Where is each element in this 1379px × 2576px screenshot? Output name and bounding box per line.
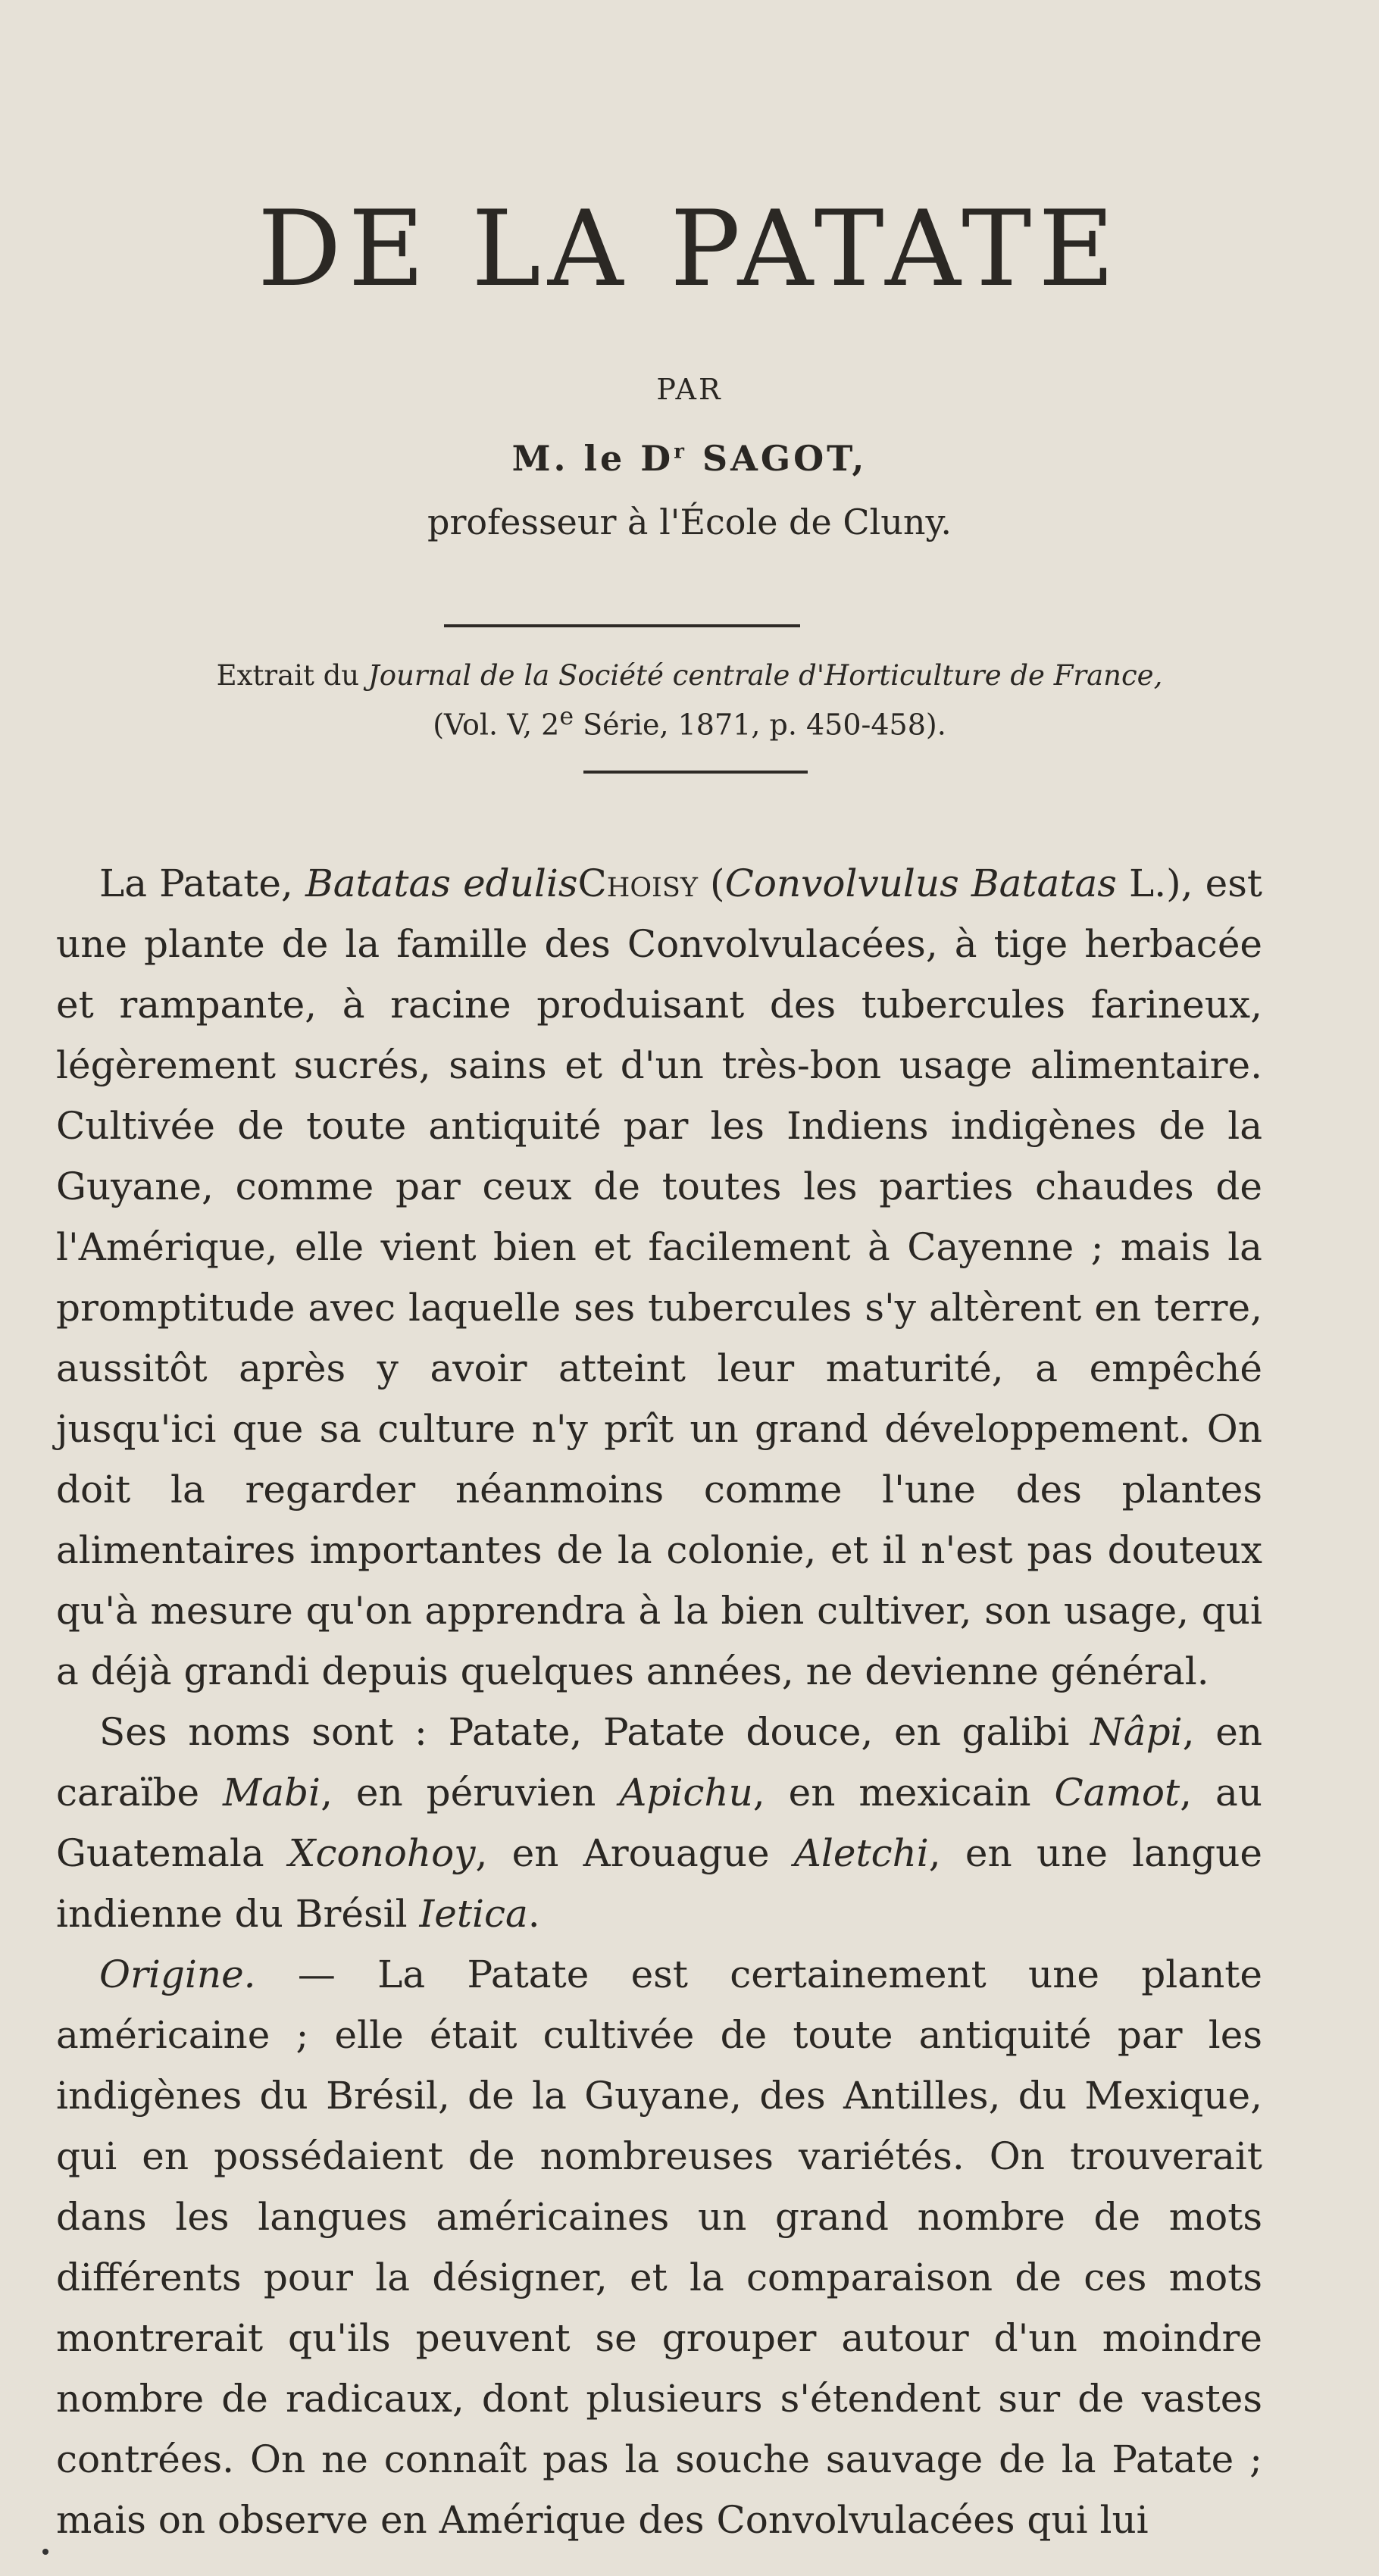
p2-text-a: Ses noms sont : Patate, Patate douce, en galibi [99, 1710, 1091, 1754]
extract-rest: Série, 1871, p. 450-458). [574, 708, 946, 742]
p2-name-apichu: Apichu [619, 1771, 753, 1815]
body-text [56, 853, 1262, 2550]
p2-name-camot: Camot [1054, 1771, 1180, 1815]
p2-name-ietica: Ietica [419, 1892, 528, 1936]
p2-text-m: , en une langue indienne du Brésil [56, 1831, 1262, 1936]
extract-line-2 [0, 703, 1379, 742]
p3-text: — La Patate est certainement une plante américaine ; elle était cultivée de toute antiquité par les indigènes du Brésil, de la Guyane, des Antilles, du Mexique, qui en possédaient de nombreuses variétés. On trouverait dans les langues américaines un grand nombre de mots différents pour la désigner, et la comparaison de ces mots montrerait qu'ils peuvent se grouper autour d'un moindre nombre de radicaux, dont plusieurs s'étendent sur de vastes contrées. On ne connaît pas la souche sauvage de la Patate ; mais on observe en Amérique des Convolvulacées qui lui [56, 1952, 1262, 2542]
p1-author: Choisy [577, 861, 698, 905]
paragraph-origine [56, 1944, 1262, 2550]
p2-name-napi: Nâpi [1090, 1710, 1183, 1754]
p2-text-c: , en caraïbe [56, 1710, 1262, 1815]
paragraph-intro [56, 853, 1262, 1702]
author-affiliation: professeur à l'École de Cluny. [427, 502, 952, 542]
author-sup: r [674, 440, 687, 464]
extract-lead: Extrait du [216, 659, 368, 692]
p1-text-f: L.), est une plante de la famille des Convolvulacées, à tige herbacée et rampante, à racine produisant des tubercules farineux, légèrement sucrés, sains et d'un très-bon usage alimentaire. Cultivée de toute antiquité par les Indiens indigènes de la Guyane, comme par ceux de toutes les parties chaudes de l'Amérique, elle vient bien et facilement à Cayenne ; mais la promptitude avec laquelle ses tubercules s'y altèrent en terre, aussitôt après y avoir atteint leur maturité, a empêché jusqu'ici que sa culture n'y prît un grand développement. On doit la regarder néanmoins comme l'une des plantes alimentaires importantes de la colonie, et il n'est pas douteux qu'à mesure qu'on apprendra à la bien cultiver, son usage, qui a déjà grandi depuis quelques années, ne devienne général. [56, 861, 1263, 1693]
divider-top [444, 624, 800, 627]
author-prefix: M. le D [511, 438, 674, 479]
p1-species: Batatas edulis [305, 861, 578, 905]
extract-journal: Journal de la Société centrale d'Horticulture de France, [367, 659, 1163, 692]
extract-line-1 [0, 659, 1379, 692]
extract-sup: e [559, 703, 574, 730]
p1-synonym: Convolvulus Batatas [724, 861, 1117, 905]
paragraph-names [56, 1702, 1262, 1944]
p2-text-i: , au Guatemala [56, 1771, 1262, 1875]
p1-text-a: La Patate, [99, 861, 305, 905]
p3-heading: Origine. [99, 1952, 256, 1996]
p2-name-aletchi: Aletchi [793, 1831, 929, 1875]
p2-text-k: , en Arouague [475, 1831, 794, 1875]
byline-par: PAR [656, 373, 723, 406]
p2-text-e: , en péruvien [321, 1771, 620, 1815]
extract-volume: (Vol. V, 2 [433, 708, 560, 742]
ink-speck [42, 2549, 48, 2555]
p2-name-mabi: Mabi [223, 1771, 321, 1815]
p1-text-d: ( [697, 861, 725, 905]
p2-name-xconohoy: Xconohoy [288, 1831, 476, 1875]
p2-text-o: . [527, 1892, 540, 1936]
author-surname: SAGOT, [686, 438, 868, 479]
article-title: DE LA PATATE [257, 188, 1122, 310]
p2-text-g: , en mexicain [752, 1771, 1055, 1815]
divider-bottom [583, 771, 808, 774]
author-name [0, 438, 1379, 479]
